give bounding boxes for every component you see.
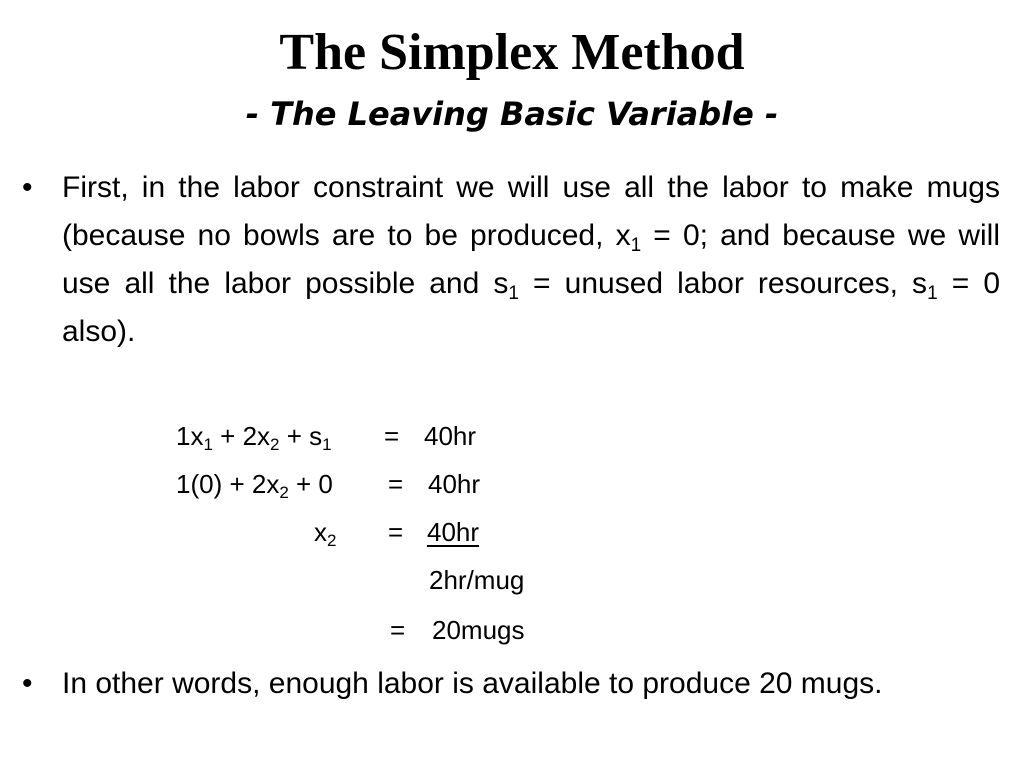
equation-row-3-lhs — [314, 515, 336, 549]
equation-row-2-lhs — [176, 467, 333, 501]
bullet-1-sub-2: 1 — [508, 283, 519, 304]
bullet-1-marker: • — [22, 171, 33, 204]
bullet-1-text — [62, 164, 1000, 356]
eq3-var-sub: 2 — [327, 531, 337, 550]
eq3-var: x — [314, 517, 327, 547]
bullet-2-text: In other words, enough labor is available to produce 20 mugs. — [62, 667, 883, 700]
eq2-sub-a: 2 — [279, 483, 289, 502]
eq2-term-a: 1(0) + 2x — [176, 469, 280, 499]
equation-row-1-rhs: 40hr — [424, 421, 477, 451]
bullet-1-part-1: First, in the labor constraint we will use all the labor to make mugs (because no bowls are to be produced, x — [62, 171, 1000, 252]
eq2-term-b: + 0 — [288, 469, 333, 499]
equation-row-3-numerator: 40hr — [427, 517, 480, 547]
eq1-sub-b: 2 — [270, 435, 280, 454]
equation-row-2-equals: = — [388, 469, 404, 499]
equation-row-5-rhs: 20mugs — [432, 615, 525, 645]
eq1-sub-c: 1 — [322, 435, 332, 454]
equation-row-2-rhs: 40hr — [428, 469, 481, 499]
bullet-1-part-4: = 0 also). — [62, 267, 1000, 348]
bullet-2-marker: • — [22, 667, 33, 700]
equation-row-1-lhs — [176, 419, 332, 453]
bullet-1-part-3: = unused labor resources, s — [518, 267, 928, 300]
equation-row-1-equals: = — [384, 421, 400, 451]
eq1-term-c: + s — [279, 421, 323, 451]
equation-row-5-equals: = — [390, 615, 406, 645]
equation-row-4-denominator: 2hr/mug — [429, 565, 525, 595]
eq1-term-b: + 2x — [212, 421, 271, 451]
bullet-1-sub-3: 1 — [927, 283, 938, 304]
eq1-term-a: 1x — [176, 421, 204, 451]
bullet-1-part-2: = 0; and because we will use all the labor possible and s — [62, 219, 1000, 300]
bullet-1-sub-1: 1 — [630, 235, 642, 256]
equation-row-3-equals: = — [388, 517, 404, 547]
eq1-sub-a: 1 — [203, 435, 213, 454]
slide-title: The Simplex Method — [279, 24, 745, 81]
slide-subtitle: - The Leaving Basic Variable - — [245, 95, 779, 133]
